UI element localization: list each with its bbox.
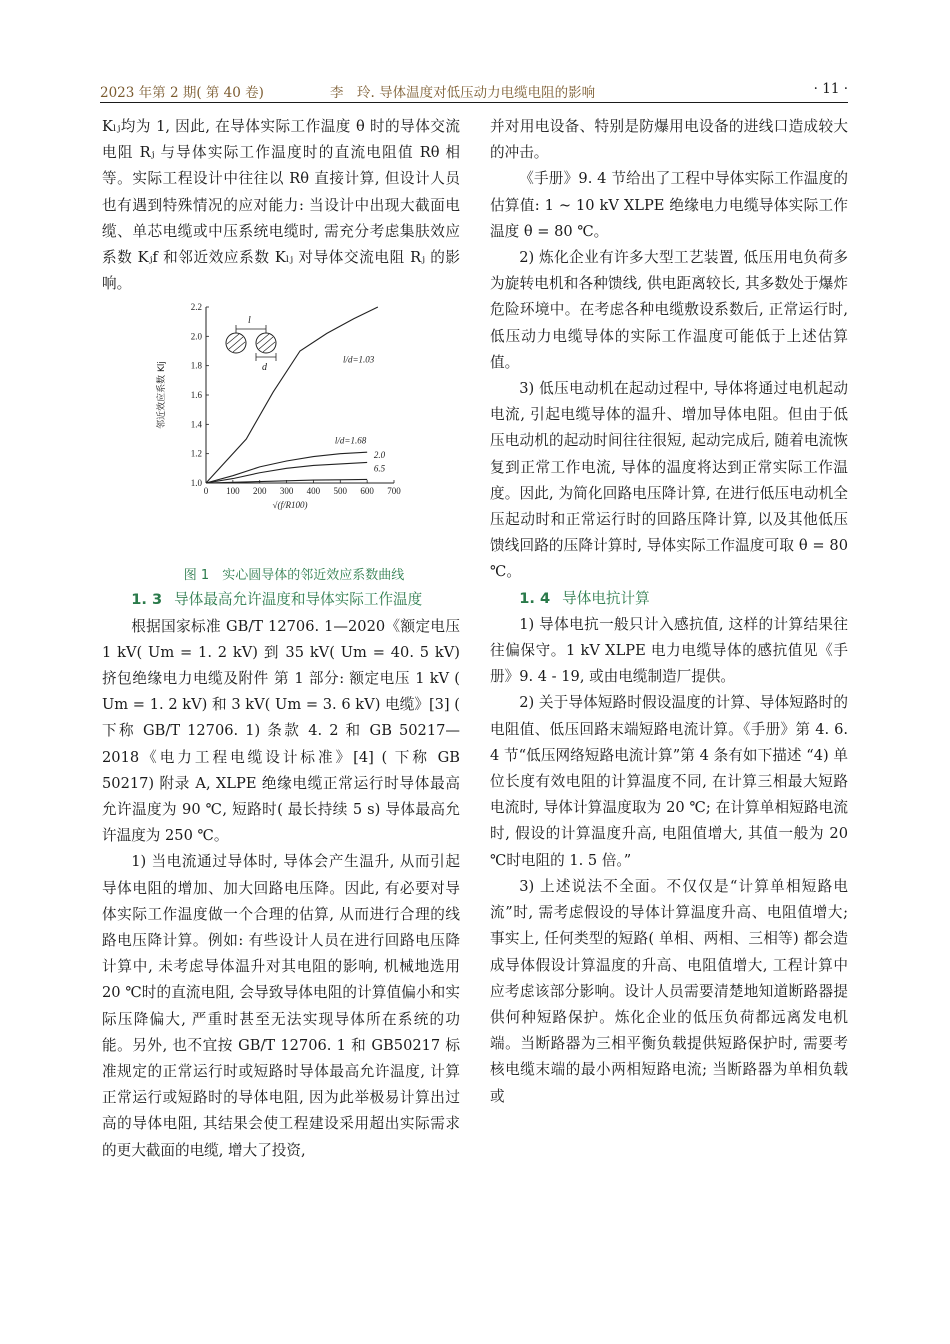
series-label: 6.5: [373, 463, 386, 474]
y-tick-label: 1.6: [190, 390, 202, 401]
x-tick-label: 200: [252, 486, 267, 497]
paragraph: 1) 导体电抗一般只计入感抗值, 这样的计算结果往往偏保守。1 kV XLPE 电力电缆导体的感抗值见《手册》9. 4 - 19, 或由电缆制造厂提供。: [490, 615, 848, 686]
section-heading-1-3: [102, 587, 460, 613]
paragraph: 根据国家标准 GB/T 12706. 1—2020《额定电压 1 kV( Um = 1. 2 kV) 到 35 kV( Um = 40. 5 kV) 挤包绝缘电力电缆及附件 第 1 部分: 额定电压 1 kV ( Um = 1. 2 kV) 和 3 kV( Um = 3. 6 kV) 电缆》[3] ( 下称 GB/T 12706. 1) 条款 4. 2 和 GB 50217—2018《电力工程电缆设计标准》[4] ( 下称 GB 50217) 附录 A, XLPE 绝缘电缆正常运行时导体最高允许温度为 90 ℃, 短路时( 最长持续 5 s) 导体最高允许温度为 250 ℃。: [102, 617, 460, 845]
paragraph: 3) 低压电动机在起动过程中, 导体将通过电机起动电流, 引起电缆导体的温升、增加导体电阻。但由于低压电动机的起动时间往往很短, 起动完成后, 随着电流恢复到正常工作电流, 导体的温度将达到正常实际工作温度。因此, 为简化回路电压降计算, 在进行低压电动机全压起动时和正常运行时的回路压降计算, 以及其他低压馈线回路的压降计算时, 导体实际工作温度可取 θ = 80 ℃。: [490, 380, 848, 581]
paragraph: 并对用电设备、特别是防爆用电设备的进线口造成较大的冲击。: [490, 118, 848, 162]
left-column: [102, 114, 460, 1164]
x-tick-label: 300: [279, 486, 294, 497]
x-tick-label: 100: [226, 486, 240, 497]
y-tick-label: 1.2: [190, 449, 202, 460]
paragraph: 1) 当电流通过导体时, 导体会产生温升, 从而引起导体电阻的增加、加大回路电压降。因此, 有必要对导体实际工作温度做一个合理的估算, 从而进行合理的线路电压降计算。例如: 有些设计人员在进行回路电压降计算中, 未考虑导体温升对其电阻的影响, 机械地选用 20 ℃时的直流电阻, 会导致导体电阻的计算值偏小和实际压降偏大, 严重时甚至无法实现导体所在系统的功能。另外, 也不宜按 GB/T 12706. 1 和 GB50217 标准规定的正常运行时或短路时导体最高允许温度, 计算正常运行或短路时的导体电阻, 因为此举极易计算出过高的导体电阻, 其结果会使工程建设采用超出实际需求的更大截面的电缆, 增大了投资,: [102, 853, 460, 1159]
running-title: 李 玲. 导体温度对低压动力电缆电阻的影响: [330, 85, 596, 101]
section-heading-1-4: [490, 586, 848, 612]
journal-issue: 2023 年第 2 期( 第 40 卷): [100, 85, 264, 101]
page-header: [100, 80, 848, 103]
x-tick-label: 500: [333, 486, 348, 497]
x-axis-label: √(f/R100): [272, 500, 308, 511]
right-column: [490, 114, 848, 1110]
series-label: l/d=1.68: [334, 435, 367, 446]
section-number: 1. 3: [131, 591, 163, 609]
section-number: 1. 4: [519, 589, 551, 607]
paragraph: Kₗⱼ均为 1, 因此, 在导体实际工作温度 θ 时的导体交流电阻 Rⱼ 与导体实际工作温度时的直流电阻值 Rθ 相等。实际工程设计中往往以 Rθ 直接计算, 但设计人员也有遇到特殊情况的应对能力: 当设计中出现大截面电缆、单芯电缆或中压系统电缆时, 需充分考虑集肤效应系数 Kⱼf 和邻近效应系数 Kₗⱼ 对导体交流电阻 Rⱼ 的影响。: [102, 118, 460, 293]
x-tick-label: 400: [306, 486, 321, 497]
y-tick-label: 2.2: [190, 302, 202, 313]
figure-caption: 图 1 实心圆导体的邻近效应系数曲线: [183, 568, 405, 584]
paragraph: 《手册》9. 4 节给出了工程中导体实际工作温度的估算值: 1 ~ 10 kV XLPE 绝缘电力电缆导体实际工作温度 θ = 80 ℃。: [490, 170, 848, 240]
figure-1: [102, 301, 460, 559]
x-tick-label: 600: [360, 486, 374, 497]
y-tick-label: 1.0: [190, 478, 202, 489]
proximity-effect-chart: [102, 301, 460, 559]
section-title: 导体电抗计算: [562, 589, 650, 607]
y-axis-label: 邻近效应系数 Klj: [157, 361, 167, 430]
x-tick-label: 700: [387, 486, 401, 497]
section-title: 导体最高允许温度和导体实际工作温度: [174, 591, 423, 609]
paragraph: 2) 关于导体短路时假设温度的计算、导体短路时的电阻值、低压回路末端短路电流计算。《手册》第 4. 6. 4 节“低压网络短路电流计算”第 4 条有如下描述 “4) 单位长度有效电阻的计算温度不同, 在计算三相最大短路电流时, 导体计算温度取为 20 ℃; 在计算单相短路电流时, 假设的计算温度升高, 电阻值增大, 其值一般为 20 ℃时电阻的 1. 5 倍。”: [490, 694, 848, 869]
y-tick-label: 1.4: [190, 419, 202, 430]
paragraph: 3) 上述说法不全面。不仅仅是“计算单相短路电流”时, 需考虑假设的导体计算温度升高、电阻值增大; 事实上, 任何类型的短路( 单相、两相、三相等) 都会造成导体假设计算温度的升高、电阻值增大, 工程计算中应考虑该部分影响。设计人员需要清楚地知道断路器提供何种短路保护。炼化企业的低压负荷都远离发电机端。当断路器为三相平衡负载提供短路保护时, 需要考核电缆末端的最小两相短路电流; 当断路器为单相负载或: [490, 877, 848, 1105]
conductor-inset: [226, 315, 276, 373]
series-label: 2.0: [373, 450, 386, 461]
paragraph: 2) 炼化企业有许多大型工艺装置, 低压用电负荷多为旋转电机和各种馈线, 供电距离较长, 其多数处于爆炸危险环境中。在考虑各种电缆敷设系数后, 正常运行时, 低压动力电缆导体的实际工作温度可能低于上述估算值。: [490, 249, 848, 371]
inset-l-label: l: [248, 315, 251, 327]
page-number: · 11 ·: [813, 81, 848, 97]
y-tick-label: 1.8: [190, 361, 202, 372]
y-tick-label: 2.0: [190, 331, 202, 342]
series-label: l/d=1.03: [342, 355, 375, 366]
x-tick-label: 0: [203, 486, 209, 497]
inset-d-label: d: [262, 362, 267, 374]
